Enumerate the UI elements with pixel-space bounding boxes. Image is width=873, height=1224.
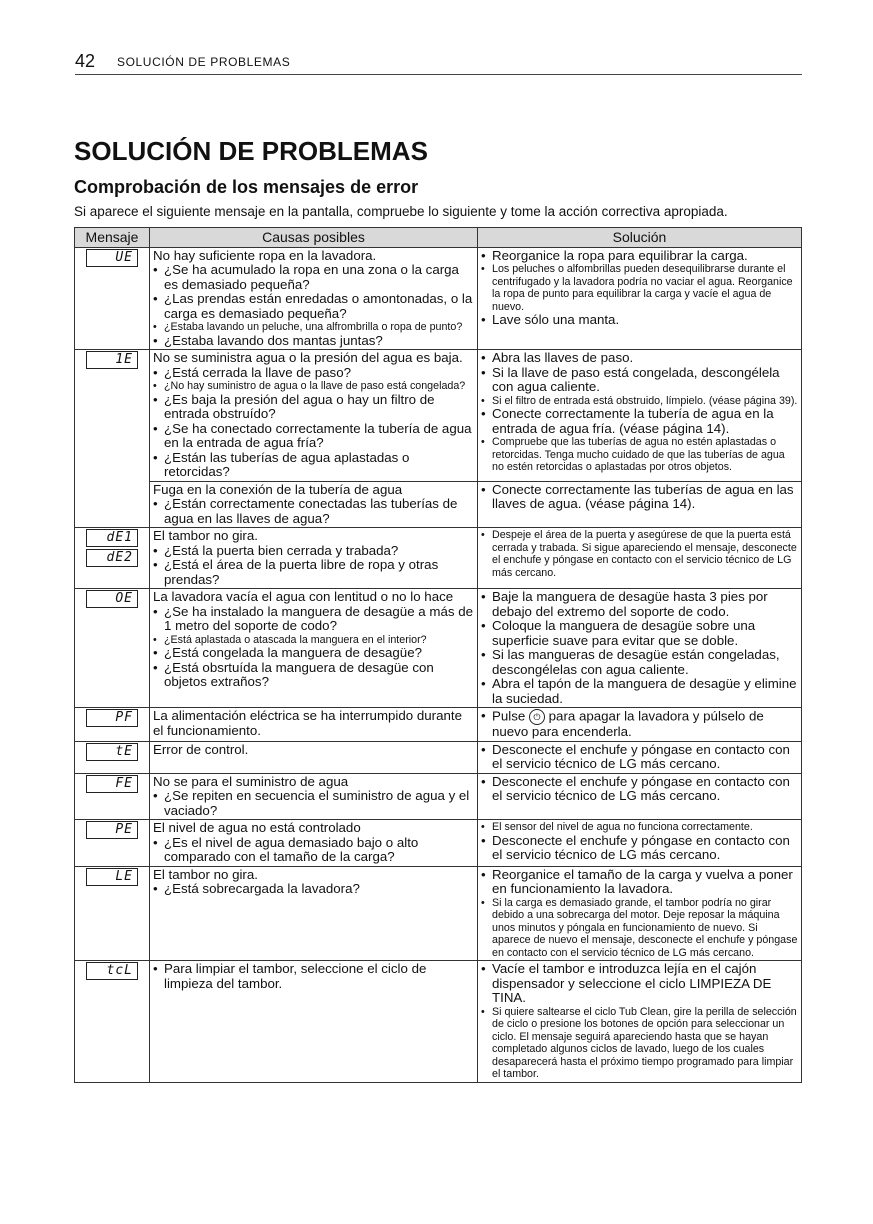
- solution-item: • Desconecte el enchufe y póngase en contacto con el servicio técnico de LG más cercano.: [481, 834, 798, 863]
- cause-item: • ¿No hay suministro de agua o la llave de paso está congelada?: [153, 380, 474, 393]
- error-code-cell: [75, 866, 150, 961]
- page-header: [75, 50, 802, 75]
- solution-item: • Vacíe el tambor e introduzca lejía en el cajón dispensador y seleccione el ciclo LIMPIEZA DE TINA.: [481, 962, 798, 1006]
- cause-item: • Para limpiar el tambor, seleccione el ciclo de limpieza del tambor.: [153, 962, 474, 991]
- solution-list: [481, 709, 798, 740]
- causes-cell: [150, 773, 478, 820]
- cause-lead: No se para el suministro de agua: [153, 773, 349, 789]
- solution-list: [481, 483, 798, 512]
- cause-lead: Error de control.: [153, 741, 249, 757]
- error-code-cell: [75, 961, 150, 1083]
- cause-lead: No hay suficiente ropa en la lavadora.: [153, 247, 377, 263]
- table-row: [75, 741, 802, 773]
- solution-cell: [478, 708, 802, 742]
- solution-item: • Pulse ⏻ para apagar la lavadora y púlselo de nuevo para encenderla.: [481, 709, 798, 740]
- solution-cell: [478, 589, 802, 708]
- table-row: [75, 350, 802, 482]
- solution-item: • Desconecte el enchufe y póngase en contacto con el servicio técnico de LG más cercano.: [481, 775, 798, 804]
- error-code-display: PF: [86, 709, 138, 727]
- solution-cell: [478, 741, 802, 773]
- error-code-cell: [75, 820, 150, 867]
- cause-list: [153, 789, 474, 818]
- error-code-display: tE: [86, 743, 138, 761]
- error-codes: [86, 351, 138, 369]
- error-code-cell: [75, 247, 150, 350]
- solution-item: • Los peluches o alfombrillas pueden desequilibrarse durante el centrifugado y la lavadora podría no vaciar el agua. Reorganice la ropa de punto para equilibrar la carga y vacíe el agua de nuevo.: [481, 263, 798, 313]
- cause-lead: La lavadora vacía el agua con lentitud o no lo hace: [153, 589, 454, 604]
- error-messages-table: [74, 227, 802, 1083]
- causes-cell: [150, 247, 478, 350]
- cause-lead: El nivel de agua no está controlado: [153, 820, 361, 835]
- cause-list: [153, 605, 474, 690]
- error-code-cell: [75, 741, 150, 773]
- error-code-display: UE: [86, 249, 138, 267]
- solution-item: • Si quiere saltearse el ciclo Tub Clean, gire la perilla de selección de ciclo o presione los botones de opción para seleccionar un ciclo. El mensaje seguirá apareciendo hasta que se hayan completado algunos ciclos de lavado, luego de los cuales desaparecerá hasta el próximo tiempo programado para limpiar el tambor.: [481, 1006, 798, 1081]
- solution-cell: [478, 820, 802, 867]
- error-code-display: 1E: [86, 351, 138, 369]
- error-code-display: dE1: [86, 529, 138, 547]
- cause-item: • ¿Está sobrecargada la lavadora?: [153, 882, 474, 897]
- causes-cell: [150, 961, 478, 1083]
- error-codes: [86, 743, 138, 761]
- error-codes: [86, 590, 138, 608]
- cause-item: • ¿Está cerrada la llave de paso?: [153, 366, 474, 381]
- error-codes: [86, 529, 138, 567]
- table-row: [75, 589, 802, 708]
- solution-item: • Si el filtro de entrada está obstruido, límpielo. (véase página 39).: [481, 395, 798, 408]
- solution-cell: [478, 773, 802, 820]
- solution-list: [481, 743, 798, 772]
- error-codes: [86, 775, 138, 793]
- table-row: [75, 247, 802, 350]
- solution-item: • Lave sólo una manta.: [481, 313, 798, 328]
- table-row: [75, 773, 802, 820]
- solution-list: [481, 962, 798, 1081]
- intro-text: Si aparece el siguiente mensaje en la pantalla, compruebe lo siguiente y tome la acción correctiva apropiada.: [74, 204, 728, 219]
- cause-list: [153, 497, 474, 526]
- error-codes: [86, 868, 138, 886]
- solution-item: • Reorganice el tamaño de la carga y vuelva a poner en funcionamiento la lavadora.: [481, 868, 798, 897]
- solution-item: • Reorganice la ropa para equilibrar la carga.: [481, 249, 798, 264]
- error-code-cell: [75, 589, 150, 708]
- cause-item: • ¿Las prendas están enredadas o amontonadas, o la carga es demasiado pequeña?: [153, 292, 474, 321]
- causes-cell: [150, 741, 478, 773]
- table-row: [75, 961, 802, 1083]
- error-code-cell: [75, 773, 150, 820]
- error-code-cell: [75, 528, 150, 589]
- solution-item: • Conecte correctamente la tubería de agua en la entrada de agua fría. (véase página 14).: [481, 407, 798, 436]
- cause-lead: La alimentación eléctrica se ha interrumpido durante el funcionamiento.: [153, 708, 462, 738]
- error-codes: [86, 962, 138, 980]
- error-codes: [86, 821, 138, 839]
- error-code-display: OE: [86, 590, 138, 608]
- table-header-row: [75, 228, 802, 248]
- causes-cell: [150, 820, 478, 867]
- solution-item: • Despeje el área de la puerta y asegúrese de que la puerta está cerrada y trabada. Si sigue apareciendo el mensaje, desconecte el enchufe y póngase en contacto con el servicio técnico de LG más cercano.: [481, 529, 798, 579]
- error-code-cell: [75, 350, 150, 528]
- causes-cell: [150, 589, 478, 708]
- solution-cell: [478, 481, 802, 528]
- cause-lead: El tambor no gira.: [153, 866, 258, 882]
- cause-item: • ¿Se repiten en secuencia el suministro de agua y el vaciado?: [153, 789, 474, 818]
- cause-item: • ¿Se ha conectado correctamente la tubería de agua en la entrada de agua fría?: [153, 422, 474, 451]
- cause-item: • ¿Están correctamente conectadas las tuberías de agua en las llaves de agua?: [153, 497, 474, 526]
- solution-item: • Compruebe que las tuberías de agua no estén aplastadas o retorcidas. Tenga mucho cuidado de que las tuberías de agua no estén retorcidas o aplastadas por otros objetos.: [481, 436, 798, 474]
- cause-item: • ¿Está el área de la puerta libre de ropa y otras prendas?: [153, 558, 474, 587]
- section-name: SOLUCIÓN DE PROBLEMAS: [117, 55, 291, 69]
- error-code-display: LE: [86, 868, 138, 886]
- table-row: [75, 866, 802, 961]
- error-codes: [86, 709, 138, 727]
- solution-item: • El sensor del nivel de agua no funciona correctamente.: [481, 821, 798, 834]
- causes-cell: [150, 528, 478, 589]
- power-icon: ⏻: [529, 709, 545, 725]
- solution-item: • Si las mangueras de desagüe están congeladas, descongélelas con agua caliente.: [481, 648, 798, 677]
- table-row: [75, 708, 802, 742]
- solution-cell: [478, 247, 802, 350]
- page-title: SOLUCIÓN DE PROBLEMAS: [74, 136, 428, 166]
- cause-list: [153, 836, 474, 865]
- page-number: 42: [75, 51, 96, 71]
- solution-item: • Si la llave de paso está congelada, descongélela con agua caliente.: [481, 366, 798, 395]
- solution-list: [481, 351, 798, 474]
- solution-list: [481, 775, 798, 804]
- cause-item: • ¿Se ha acumulado la ropa en una zona o la carga es demasiado pequeña?: [153, 263, 474, 292]
- cause-item: • ¿Están las tuberías de agua aplastadas o retorcidas?: [153, 451, 474, 480]
- cause-list: [153, 962, 474, 991]
- error-code-display: FE: [86, 775, 138, 793]
- solution-item: • Conecte correctamente las tuberías de agua en las llaves de agua. (véase página 14).: [481, 483, 798, 512]
- header-causes: Causas posibles: [150, 228, 478, 248]
- solution-list: [481, 529, 798, 579]
- cause-item: • ¿Es baja la presión del agua o hay un filtro de entrada obstruído?: [153, 393, 474, 422]
- solution-list: [481, 868, 798, 960]
- cause-lead: No se suministra agua o la presión del agua es baja.: [153, 350, 463, 365]
- table-row: [75, 481, 802, 528]
- cause-list: [153, 882, 474, 897]
- cause-list: [153, 263, 474, 348]
- solution-list: [481, 821, 798, 863]
- solution-item: • Abra el tapón de la manguera de desagüe y elimine la suciedad.: [481, 677, 798, 706]
- header-solution: Solución: [478, 228, 802, 248]
- cause-item: • ¿Está congelada la manguera de desagüe?: [153, 646, 474, 661]
- cause-item: • ¿Es el nivel de agua demasiado bajo o alto comparado con el tamaño de la carga?: [153, 836, 474, 865]
- cause-lead: El tambor no gira.: [153, 528, 258, 543]
- section-subtitle: Comprobación de los mensajes de error: [74, 177, 419, 197]
- cause-item: • ¿Se ha instalado la manguera de desagüe a más de 1 metro del soporte de codo?: [153, 605, 474, 634]
- solution-item: • Abra las llaves de paso.: [481, 351, 798, 366]
- error-code-cell: [75, 708, 150, 742]
- solution-list: [481, 590, 798, 706]
- table-row: [75, 528, 802, 589]
- error-code-display: PE: [86, 821, 138, 839]
- cause-item: • ¿Estaba lavando un peluche, una alfrombrilla o ropa de punto?: [153, 321, 474, 334]
- cause-list: [153, 366, 474, 480]
- table-row: [75, 820, 802, 867]
- solution-cell: [478, 528, 802, 589]
- cause-lead: Fuga en la conexión de la tubería de agua: [153, 481, 403, 497]
- solution-item: • Desconecte el enchufe y póngase en contacto con el servicio técnico de LG más cercano.: [481, 743, 798, 772]
- cause-list: [153, 544, 474, 588]
- solution-cell: [478, 866, 802, 961]
- causes-cell: [150, 708, 478, 742]
- solution-item: • Baje la manguera de desagüe hasta 3 pies por debajo del extremo del soporte de codo.: [481, 590, 798, 619]
- solution-cell: [478, 961, 802, 1083]
- cause-item: • ¿Está obsrtuída la manguera de desagüe con objetos extraños?: [153, 661, 474, 690]
- causes-cell: [150, 350, 478, 482]
- error-code-display: dE2: [86, 549, 138, 567]
- error-codes: [86, 249, 138, 267]
- causes-cell: [150, 866, 478, 961]
- header-message: Mensaje: [75, 228, 150, 248]
- cause-item: • ¿Está la puerta bien cerrada y trabada?: [153, 544, 474, 559]
- solution-list: [481, 249, 798, 328]
- cause-item: • ¿Estaba lavando dos mantas juntas?: [153, 334, 474, 349]
- causes-cell: [150, 481, 478, 528]
- solution-item: • Si la carga es demasiado grande, el tambor podría no girar debido a una sobrecarga del motor. Deje reposar la máquina unos minutos y póngala en funcionamiento de nuevo. Si aparece de nuevo el mensaje, desconecte el enchufe y póngase en contacto con el servicio técnico de LG más cercano.: [481, 897, 798, 960]
- error-code-display: tcL: [86, 962, 138, 980]
- solution-cell: [478, 350, 802, 482]
- solution-item: • Coloque la manguera de desagüe sobre una superficie suave para evitar que se doble.: [481, 619, 798, 648]
- cause-item: • ¿Está aplastada o atascada la manguera en el interior?: [153, 634, 474, 647]
